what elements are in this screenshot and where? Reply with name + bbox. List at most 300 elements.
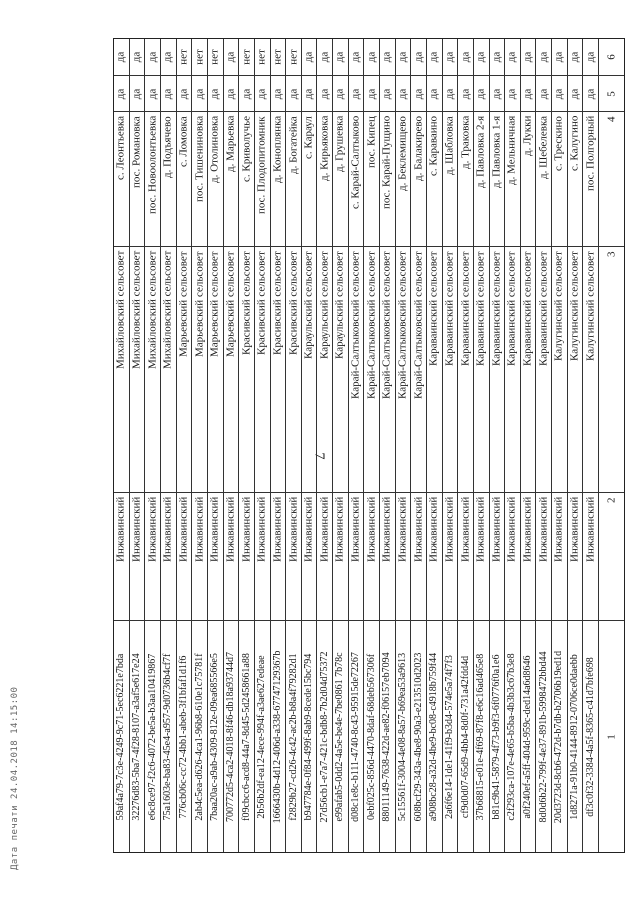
cell-settlement xyxy=(317,111,332,246)
cell-row-id xyxy=(130,620,145,852)
cell-text-flag-6: да xyxy=(349,51,362,63)
cell-text-row-id: 27d56cb1-e7a7-421c-bdb8-7b2d04d75372 xyxy=(318,650,330,823)
cell-district xyxy=(521,492,536,620)
cell-text-row-id: f2829b27-cd26-4c42-ac2b-b8a4f79282d1 xyxy=(287,652,299,821)
cell-text-flag-6: нет xyxy=(255,49,268,65)
table-row xyxy=(238,39,254,852)
cell-district xyxy=(427,492,442,620)
cell-flag-6 xyxy=(114,39,129,75)
cell-text-district: Инжавинский xyxy=(584,496,597,562)
cell-row-id xyxy=(536,620,551,852)
cell-flag-5 xyxy=(255,75,270,111)
cell-settlement xyxy=(239,111,254,246)
cell-council xyxy=(255,246,270,492)
cell-district xyxy=(458,492,473,620)
cell-settlement xyxy=(114,111,129,246)
cell-text-council: Марьевский сельсовет xyxy=(177,251,190,357)
cell-text-district: Инжавинский xyxy=(380,496,393,562)
table-row xyxy=(551,39,567,852)
cell-text-district: Инжавинский xyxy=(224,496,237,562)
cell-flag-5 xyxy=(208,75,223,111)
cell-text-flag-5: да xyxy=(380,88,393,99)
cell-flag-6 xyxy=(177,39,192,75)
cell-text-row-id: b947784e-0f84-499f-8ab9-8cede15bc794 xyxy=(303,653,315,820)
cell-text-district: Инжавинский xyxy=(333,496,346,562)
cell-flag-6 xyxy=(349,39,364,75)
cell-flag-5 xyxy=(114,75,129,111)
cell-settlement xyxy=(161,111,176,246)
cell-text-settlement: д. Шабловка xyxy=(443,116,456,175)
cell-district xyxy=(443,492,458,620)
cell-council xyxy=(396,246,411,492)
cell-text-flag-5: да xyxy=(161,88,174,99)
cell-district xyxy=(552,492,567,620)
cell-text-row-id: 1d8271a-91b0-4144-8912-0706ce0daebb xyxy=(569,653,581,820)
cell-flag-6 xyxy=(505,39,520,75)
cell-text-flag-5: да xyxy=(302,88,315,99)
cell-flag-6 xyxy=(443,39,458,75)
cell-text-settlement: пос. Карай-Пущино xyxy=(380,115,393,209)
cell-text-flag-6: нет xyxy=(193,49,206,65)
cell-text-flag-6: да xyxy=(130,51,143,63)
cell-flag-6 xyxy=(271,39,286,75)
cell-row-id xyxy=(239,620,254,852)
cell-flag-5 xyxy=(177,75,192,111)
cell-text-settlement: с. Калугино xyxy=(568,115,581,171)
cell-district xyxy=(536,492,551,620)
header-cell-district xyxy=(599,492,624,620)
cell-text-row-id: 608bcf29-343a-4be8-90a3-e213510d2023 xyxy=(412,652,424,821)
cell-row-id xyxy=(333,620,348,852)
cell-text-row-id: cf9d0d07-65d9-4bb4-8d0f-731a42fdd4d xyxy=(459,655,471,818)
cell-settlement xyxy=(380,111,395,246)
cell-text-council: Караваинский сельсовет xyxy=(427,251,440,366)
cell-district xyxy=(411,492,426,620)
table-row xyxy=(160,39,176,852)
table-row xyxy=(301,39,317,852)
cell-text-settlement: пос. Кипец xyxy=(365,116,378,168)
cell-flag-5 xyxy=(224,75,239,111)
cell-text-flag-5: да xyxy=(224,88,237,99)
cell-text-council: Карай-Салтыковский сельсовет xyxy=(349,251,362,399)
cell-flag-6 xyxy=(286,39,301,75)
cell-flag-5 xyxy=(286,75,301,111)
cell-text-flag-5: да xyxy=(427,88,440,99)
cell-text-row-id: f09cbcc6-acd8-44a7-8d45-5d2458661a88 xyxy=(240,652,252,821)
cell-flag-5 xyxy=(474,75,489,111)
header-label-settlement: 4 xyxy=(605,116,617,122)
cell-flag-5 xyxy=(458,75,473,111)
cell-row-id xyxy=(145,620,160,852)
cell-council xyxy=(521,246,536,492)
cell-text-settlement: д. Отолиновка xyxy=(208,115,221,183)
cell-settlement xyxy=(145,111,160,246)
cell-text-flag-6: да xyxy=(396,51,409,63)
cell-settlement xyxy=(364,111,379,246)
cell-flag-5 xyxy=(145,75,160,111)
cell-text-flag-5: да xyxy=(459,88,472,99)
cell-flag-6 xyxy=(583,39,598,75)
cell-text-flag-5: да xyxy=(193,88,206,99)
cell-text-row-id: 2a6f6e14-1de1-41f9-b3d4-574e5a74f7f3 xyxy=(443,654,455,819)
cell-district xyxy=(349,492,364,620)
cell-council xyxy=(490,246,505,492)
cell-text-flag-5: да xyxy=(240,88,253,99)
cell-text-flag-6: да xyxy=(427,51,440,63)
cell-text-flag-6: да xyxy=(552,51,565,63)
cell-district xyxy=(380,492,395,620)
cell-flag-6 xyxy=(161,39,176,75)
cell-district xyxy=(177,492,192,620)
cell-flag-6 xyxy=(130,39,145,75)
cell-text-flag-5: да xyxy=(552,88,565,99)
cell-text-flag-6: да xyxy=(474,51,487,63)
cell-text-flag-6: нет xyxy=(240,49,253,65)
cell-flag-6 xyxy=(521,39,536,75)
cell-text-flag-5: да xyxy=(365,88,378,99)
cell-settlement xyxy=(396,111,411,246)
cell-council xyxy=(239,246,254,492)
cell-council xyxy=(177,246,192,492)
cell-flag-5 xyxy=(583,75,598,111)
cell-text-district: Инжавинский xyxy=(396,496,409,562)
cell-settlement xyxy=(192,111,207,246)
cell-text-flag-5: да xyxy=(287,88,299,99)
table-row xyxy=(426,39,442,852)
cell-text-flag-5: да xyxy=(271,88,284,99)
cell-text-flag-6: да xyxy=(146,51,159,63)
cell-text-district: Инжавинский xyxy=(443,496,456,562)
cell-text-council: Калугинский сельсовет xyxy=(552,251,565,361)
cell-text-flag-6: да xyxy=(459,51,472,63)
table-row xyxy=(114,39,129,852)
cell-row-id xyxy=(161,620,176,852)
cell-flag-6 xyxy=(380,39,395,75)
cell-text-council: Караваинский сельсовет xyxy=(474,251,487,366)
cell-row-id xyxy=(192,620,207,852)
cell-text-flag-5: да xyxy=(146,88,159,99)
cell-text-flag-5: да xyxy=(521,88,534,99)
cell-text-row-id: 5c15561f-3004-4e08-8a57-b69ea53a9613 xyxy=(396,652,408,821)
cell-text-row-id: 20d3723d-8cb6-472d-b7db-b2706b19ed1d xyxy=(553,650,565,823)
cell-flag-6 xyxy=(536,39,551,75)
cell-text-flag-5: да xyxy=(505,88,518,99)
cell-text-settlement: д. Павловка 1-я xyxy=(490,115,503,188)
cell-text-flag-6: да xyxy=(490,51,503,63)
cell-settlement xyxy=(177,111,192,246)
table-row xyxy=(473,39,489,852)
cell-text-settlement: с. Леонтьевка xyxy=(114,116,127,180)
cell-settlement xyxy=(208,111,223,246)
cell-text-row-id: 1666430b-4d12-406d-a338-67747129367b xyxy=(271,650,283,823)
cell-council xyxy=(114,246,129,492)
cell-text-settlement: с. Криволучье xyxy=(240,116,253,182)
cell-row-id xyxy=(568,620,583,852)
cell-text-settlement: д. Трaковка xyxy=(459,115,472,169)
cell-text-district: Инжавинский xyxy=(302,496,315,562)
cell-council xyxy=(552,246,567,492)
cell-text-district: Инжавинский xyxy=(427,496,440,562)
cell-settlement xyxy=(271,111,286,246)
cell-flag-6 xyxy=(255,39,270,75)
cell-text-district: Инжавинский xyxy=(161,496,174,562)
cell-text-council: Караваинский сельсовет xyxy=(505,251,518,366)
cell-text-council: Караваинский сельсовет xyxy=(459,251,472,366)
cell-flag-5 xyxy=(380,75,395,111)
header-cell-flag-6 xyxy=(599,39,624,75)
cell-text-flag-5: да xyxy=(114,88,127,99)
settlements-table xyxy=(113,38,625,853)
cell-flag-5 xyxy=(349,75,364,111)
cell-text-district: Инжавинский xyxy=(365,496,378,562)
cell-district xyxy=(317,492,332,620)
header-label-flag-5: 5 xyxy=(605,90,617,97)
cell-flag-6 xyxy=(239,39,254,75)
cell-text-row-id: df3c0f32-3384-4a5f-8365-c41d7bfe698 xyxy=(584,656,596,817)
cell-text-flag-5: да xyxy=(490,88,503,99)
cell-text-flag-6: да xyxy=(318,51,331,63)
cell-settlement xyxy=(490,111,505,246)
cell-text-row-id: a0f240ef-a5ff-404d-959c-ded14a6d8646 xyxy=(522,654,534,819)
cell-text-council: Караульский сельсовет xyxy=(302,251,315,359)
cell-council xyxy=(130,246,145,492)
cell-text-flag-5: да xyxy=(584,88,597,99)
table-row xyxy=(285,39,301,852)
cell-row-id xyxy=(458,620,473,852)
cell-flag-5 xyxy=(411,75,426,111)
cell-district xyxy=(208,492,223,620)
cell-flag-5 xyxy=(505,75,520,111)
table-row xyxy=(254,39,270,852)
cell-text-flag-5: да xyxy=(537,88,550,99)
cell-flag-6 xyxy=(317,39,332,75)
cell-row-id xyxy=(286,620,301,852)
header-cell-row-id xyxy=(599,620,624,852)
cell-text-council: Красивский сельсовет xyxy=(240,251,253,355)
cell-settlement xyxy=(130,111,145,246)
cell-flag-6 xyxy=(208,39,223,75)
cell-flag-6 xyxy=(224,39,239,75)
print-date: Дата печати 24.04.2018 14:15:00 xyxy=(10,686,20,870)
cell-text-council: Марьевский сельсовет xyxy=(224,251,237,357)
cell-flag-5 xyxy=(192,75,207,111)
cell-text-row-id: 32276d83-5ba7-4f28-8107-a3af5e617e24 xyxy=(131,652,143,821)
cell-council xyxy=(443,246,458,492)
page-number: 7 xyxy=(311,452,327,460)
cell-settlement xyxy=(411,111,426,246)
table-row xyxy=(176,39,192,852)
cell-district xyxy=(364,492,379,620)
cell-text-flag-6: нет xyxy=(177,49,190,65)
cell-council xyxy=(583,246,598,492)
cell-row-id xyxy=(490,620,505,852)
cell-council xyxy=(208,246,223,492)
cell-text-settlement: д. Лукки xyxy=(521,115,534,156)
table-row xyxy=(363,39,379,852)
cell-district xyxy=(474,492,489,620)
cell-text-settlement: д. Кирьяковка xyxy=(318,115,331,181)
cell-text-row-id: 700772d5-4ca2-4018-8f46-db18a93744d7 xyxy=(224,651,236,822)
table-row xyxy=(504,39,520,852)
cell-row-id xyxy=(302,620,317,852)
cell-text-flag-5: да xyxy=(255,88,268,99)
cell-text-settlement: д. Коноплянка xyxy=(271,115,284,183)
cell-district xyxy=(490,492,505,620)
cell-text-row-id: 37b68815-e01e-4f69-87f8-e6c16ad465e8 xyxy=(475,653,487,820)
cell-flag-5 xyxy=(130,75,145,111)
cell-council xyxy=(302,246,317,492)
cell-text-district: Инжавинский xyxy=(193,496,206,562)
table-row xyxy=(207,39,223,852)
cell-row-id xyxy=(114,620,129,852)
cell-flag-5 xyxy=(552,75,567,111)
cell-flag-5 xyxy=(521,75,536,111)
cell-row-id xyxy=(505,620,520,852)
cell-text-district: Инжавинский xyxy=(521,496,534,562)
cell-council xyxy=(317,246,332,492)
cell-flag-5 xyxy=(271,75,286,111)
cell-district xyxy=(505,492,520,620)
cell-settlement xyxy=(552,111,567,246)
cell-text-council: Михайловский сельсовет xyxy=(114,250,127,369)
cell-text-district: Инжавинский xyxy=(114,496,127,562)
cell-text-row-id: 59af4a79-7c3e-4249-9c71-5ec6221e7bda xyxy=(115,653,127,820)
cell-row-id xyxy=(396,620,411,852)
cell-text-flag-5: да xyxy=(208,88,221,99)
table-row xyxy=(191,39,207,852)
cell-text-settlement: д. Павловка 2-я xyxy=(474,115,487,188)
cell-text-flag-6: да xyxy=(584,51,597,63)
cell-text-district: Инжавинский xyxy=(552,496,565,562)
cell-settlement xyxy=(443,111,458,246)
cell-text-council: Карай-Салтыковский сельсовет xyxy=(365,251,378,399)
table-row xyxy=(489,39,505,852)
cell-text-flag-6: да xyxy=(302,51,315,63)
cell-text-row-id: b81c9b41-5879-4f73-b9f3-6f0776f0a1e6 xyxy=(490,654,502,819)
cell-text-district: Инжавинский xyxy=(459,496,472,562)
cell-council xyxy=(411,246,426,492)
cell-text-flag-6: да xyxy=(114,51,127,63)
table-row xyxy=(332,39,348,852)
cell-flag-5 xyxy=(302,75,317,111)
cell-row-id xyxy=(364,620,379,852)
cell-district xyxy=(130,492,145,620)
cell-settlement xyxy=(583,111,598,246)
cell-text-district: Инжавинский xyxy=(349,496,362,562)
cell-settlement xyxy=(505,111,520,246)
cell-row-id xyxy=(177,620,192,852)
header-cell-flag-5 xyxy=(599,75,624,111)
cell-text-settlement: д. Шебелевка xyxy=(537,115,550,179)
cell-council xyxy=(568,246,583,492)
cell-district xyxy=(114,492,129,620)
cell-text-settlement: с. Караваино xyxy=(427,115,440,176)
cell-flag-6 xyxy=(364,39,379,75)
cell-text-district: Инжавинский xyxy=(412,496,425,562)
cell-row-id xyxy=(317,620,332,852)
cell-district xyxy=(224,492,239,620)
cell-flag-6 xyxy=(411,39,426,75)
table-row xyxy=(442,39,458,852)
cell-council xyxy=(349,246,364,492)
cell-flag-6 xyxy=(490,39,505,75)
cell-flag-5 xyxy=(443,75,458,111)
header-label-row-id: 1 xyxy=(605,733,617,740)
cell-text-row-id: e6c8ce97-f2c6-4072-be5a-b3aa10419867 xyxy=(146,653,158,820)
cell-text-flag-6: да xyxy=(380,51,393,63)
cell-flag-5 xyxy=(490,75,505,111)
cell-flag-5 xyxy=(396,75,411,111)
cell-text-district: Инжавинский xyxy=(146,496,159,562)
cell-text-flag-6: да xyxy=(365,51,378,63)
cell-text-settlement: с. Ломовка xyxy=(177,116,190,167)
cell-text-settlement: пос. Новоолонтьевка xyxy=(146,115,159,214)
cell-text-district: Инжавинский xyxy=(568,496,581,562)
cell-text-district: Инжавинский xyxy=(130,496,143,562)
cell-settlement xyxy=(302,111,317,246)
cell-flag-5 xyxy=(427,75,442,111)
cell-text-row-id: c2f293ca-107e-4e65-b5ba-4b3b3c67b3e8 xyxy=(506,652,518,821)
cell-text-council: Караульский сельсовет xyxy=(318,251,331,359)
cell-flag-5 xyxy=(536,75,551,111)
table-row xyxy=(270,39,286,852)
cell-row-id xyxy=(411,620,426,852)
cell-text-council: Калугинский сельсовет xyxy=(568,251,581,361)
cell-settlement xyxy=(333,111,348,246)
header-label-flag-6: 6 xyxy=(605,54,617,60)
table-row xyxy=(457,39,473,852)
cell-settlement xyxy=(536,111,551,246)
cell-text-flag-6: нет xyxy=(271,49,284,65)
cell-row-id xyxy=(349,620,364,852)
table-row xyxy=(316,39,332,852)
cell-text-flag-5: да xyxy=(396,88,409,99)
cell-text-flag-6: да xyxy=(505,51,518,63)
cell-settlement xyxy=(255,111,270,246)
cell-text-settlement: д. Беклемищево xyxy=(396,116,409,191)
cell-text-council: Карай-Салтыковский сельсовет xyxy=(380,251,393,399)
table-row xyxy=(410,39,426,852)
table-row xyxy=(223,39,239,852)
cell-council xyxy=(224,246,239,492)
cell-text-row-id: 7baa20ac-a9ab-4309-812e-09ea685566e5 xyxy=(209,652,221,821)
cell-text-flag-5: да xyxy=(474,88,487,99)
cell-council xyxy=(286,246,301,492)
cell-council xyxy=(161,246,176,492)
cell-text-council: Караваинский сельсовет xyxy=(490,251,503,366)
cell-text-council: Караваинский сельсовет xyxy=(443,251,456,366)
cell-text-district: Инжавинский xyxy=(287,496,299,562)
cell-flag-6 xyxy=(474,39,489,75)
cell-flag-5 xyxy=(239,75,254,111)
cell-flag-6 xyxy=(396,39,411,75)
cell-flag-6 xyxy=(302,39,317,75)
cell-row-id xyxy=(271,620,286,852)
table-row xyxy=(567,39,583,852)
cell-district xyxy=(302,492,317,620)
cell-row-id xyxy=(255,620,270,852)
cell-text-settlement: пос. Плодопитомник xyxy=(255,116,268,214)
cell-text-flag-5: да xyxy=(177,88,190,99)
cell-district xyxy=(145,492,160,620)
cell-text-settlement: пос. Романовка xyxy=(130,116,143,188)
cell-text-settlement: с. Карай-Салтыково xyxy=(349,115,362,209)
table-row xyxy=(144,39,160,852)
cell-flag-6 xyxy=(333,39,348,75)
cell-text-settlement: д. Мельничная xyxy=(505,115,518,185)
cell-council xyxy=(380,246,395,492)
cell-text-council: Михайловский сельсовет xyxy=(146,250,159,369)
